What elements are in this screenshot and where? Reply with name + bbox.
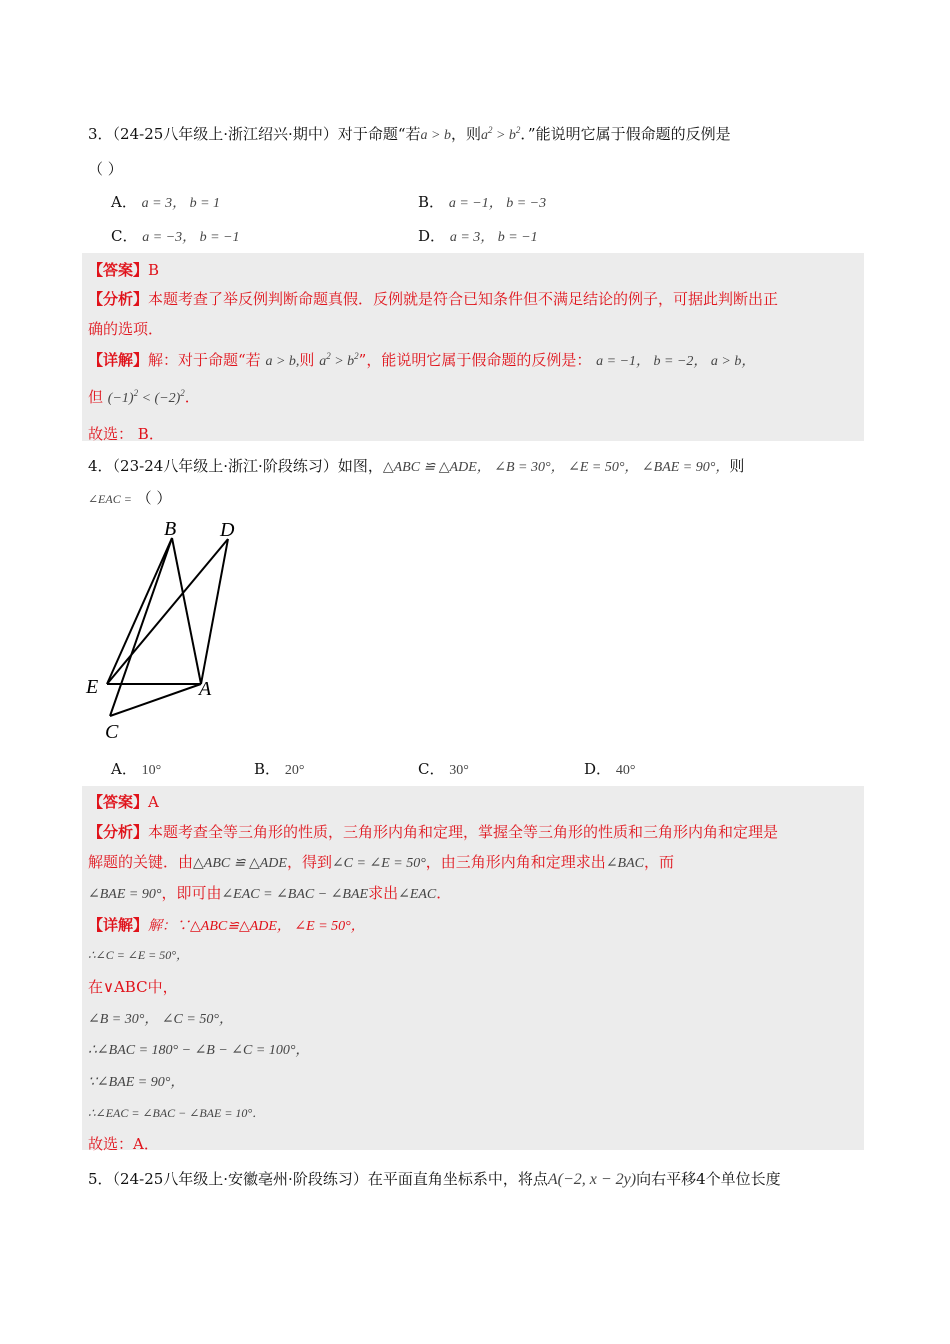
q4-analysis-line3	[88, 882, 451, 903]
analysis-text: ，得到	[286, 853, 332, 871]
option-label: D．	[584, 760, 612, 778]
analysis-math: ∠EAC = ∠BAC − ∠BAE	[221, 887, 369, 902]
option-label: A．	[111, 760, 137, 778]
q4-analysis-line1	[88, 821, 778, 842]
q5-stem-math: A(−2, x − 2y)	[547, 1171, 637, 1188]
line-AC	[110, 684, 201, 716]
option-label: B．	[418, 193, 445, 211]
line-BE	[107, 538, 172, 684]
q4-paren: （ ）	[136, 489, 172, 507]
answer-value: A	[148, 793, 159, 811]
detail-math: ∴∠C = ∠E = 50°，	[88, 948, 189, 962]
q4-stem-math: ∠EAC =	[88, 492, 132, 506]
label-C: C	[105, 721, 119, 743]
option-label: B．	[254, 760, 281, 778]
exponent: 2	[354, 351, 359, 361]
analysis-math: ∠C = ∠E = 50°	[331, 856, 426, 871]
option-label: C．	[111, 227, 138, 245]
q3-solution-box	[82, 253, 864, 441]
analysis-text: ，由三角形内角和定理求出	[425, 853, 606, 871]
analysis-math: ∠EAC	[398, 887, 437, 902]
choose-value: A．	[133, 1135, 159, 1153]
detail-math: < (−2)	[138, 391, 181, 406]
detail-math: ∠B = 30°， ∠C = 50°，	[88, 1012, 233, 1027]
q3-option-b[interactable]	[418, 191, 546, 212]
q4-detail-line1	[88, 914, 365, 935]
q3-option-d[interactable]	[418, 225, 538, 246]
label-E: E	[86, 676, 99, 698]
q3-stem-text: ，则	[450, 125, 481, 143]
q4-detail-line2	[88, 945, 188, 963]
option-label: A．	[111, 193, 137, 211]
detail-math: a = −1， b = −2， a > b，	[596, 354, 756, 369]
q5-stem-text: 在平面直角坐标系中，将点	[367, 1170, 548, 1188]
q4-stem-text: 如图，	[337, 457, 383, 475]
detail-math: a	[319, 354, 327, 369]
detail-tag: 【详解】	[88, 351, 149, 369]
q4-answer	[88, 791, 159, 812]
detail-math: ∴∠EAC = ∠BAC − ∠BAE = 10°．	[88, 1106, 265, 1120]
q5-stem-text: 向右平移4个单位长度	[636, 1170, 781, 1188]
q3-option-a[interactable]	[111, 191, 220, 212]
q4-detail-line6	[88, 1071, 184, 1091]
q5-stem	[88, 1168, 781, 1189]
exponent: 2	[487, 125, 493, 135]
q3-stem	[88, 123, 731, 144]
label-B: B	[164, 518, 177, 540]
option-value: 30°	[449, 763, 469, 778]
q4-option-a[interactable]	[111, 758, 161, 779]
q4-figure	[80, 512, 255, 747]
exponent: 2	[326, 351, 331, 361]
line-DA	[201, 539, 228, 684]
detail-math: a > b,	[265, 354, 300, 369]
q3-conclusion: > b	[492, 128, 516, 143]
analysis-tag: 【分析】	[88, 823, 149, 841]
detail-text: ”，能说明它属于假命题的反例是：	[358, 351, 592, 369]
detail-text: 但	[88, 388, 104, 406]
line-DE	[107, 539, 228, 684]
line-BA	[172, 538, 201, 684]
detail-tag: 【详解】	[88, 916, 149, 934]
q3-answer	[88, 259, 159, 280]
exponent: 2	[133, 388, 139, 398]
q4-detail-line7	[88, 1103, 264, 1121]
q3-detail-line1	[88, 349, 755, 370]
q4-analysis-line2	[88, 851, 674, 872]
option-value: a = −1， b = −3	[448, 196, 547, 211]
detail-text: 则	[299, 351, 315, 369]
q4-option-d[interactable]	[584, 758, 635, 779]
detail-text: ．	[184, 388, 200, 406]
analysis-math: △ABC ≌ △ADE	[193, 856, 287, 871]
q5-source: （24-25八年级上·安徽亳州·阶段练习）	[112, 1170, 368, 1188]
label-A: A	[199, 678, 212, 700]
q3-analysis-line1	[88, 288, 778, 309]
exponent: 2	[180, 388, 185, 398]
q3-option-c[interactable]	[111, 225, 240, 246]
q4-choose	[88, 1133, 159, 1154]
q3-detail-line2	[88, 386, 200, 407]
q4-detail-line4	[88, 1008, 233, 1028]
q4-option-c[interactable]	[418, 758, 469, 779]
option-value: 20°	[284, 763, 305, 778]
q5-number: 5．	[88, 1170, 113, 1188]
analysis-math: ∠BAC	[605, 856, 644, 871]
choose-value: B．	[137, 425, 164, 443]
detail-math: > b	[330, 354, 355, 369]
q3-choose	[88, 423, 164, 444]
q4-stem-math: △ABC ≌ △ADE， ∠B = 30°， ∠E = 50°， ∠BAE = 90°，	[382, 460, 730, 475]
q3-analysis-line2: 确的选项．	[88, 320, 164, 338]
analysis-text: ，即可由	[161, 884, 222, 902]
label-D: D	[220, 519, 235, 541]
detail-math: ∵∠BAE = 90°，	[88, 1075, 185, 1090]
detail-math: 解：∵△ABC≌△ADE， ∠E = 50°，	[148, 919, 365, 934]
q3-stem-text: 对于命题“若	[337, 125, 421, 143]
q4-stem-text: 则	[729, 457, 745, 475]
q3-paren: （ ）	[88, 160, 123, 178]
analysis-text: 本题考查全等三角形的性质，三角形内角和定理，掌握全等三角形的性质和三角形内角和定理是	[148, 823, 779, 841]
analysis-math: ∠BAE = 90°	[88, 887, 162, 902]
line-CB	[110, 538, 172, 716]
option-value: a = −3， b = −1	[142, 230, 240, 245]
answer-tag: 【答案】	[88, 793, 149, 811]
analysis-tag: 【分析】	[88, 290, 149, 308]
answer-tag: 【答案】	[88, 261, 149, 279]
option-value: 40°	[615, 763, 636, 778]
q4-option-b[interactable]	[254, 758, 304, 779]
option-label: D．	[418, 227, 446, 245]
q4-detail-line3: 在∨ABC中，	[88, 978, 178, 996]
q4-stem	[88, 455, 744, 476]
choose-tag: 故选：	[88, 1135, 134, 1153]
analysis-text: 本题考查了举反例判断命题真假．反例就是符合已知条件但不满足结论的例子，可据此判断出正	[148, 290, 779, 308]
option-label: C．	[418, 760, 445, 778]
analysis-text: 解题的关键．由	[88, 853, 194, 871]
analysis-text: 求出	[368, 884, 399, 902]
analysis-text: ．	[436, 884, 452, 902]
q4-detail-line5	[88, 1039, 309, 1059]
q3-stem-text: ．”能说明它属于假命题的反例是	[520, 125, 731, 143]
option-value: a = 3， b = −1	[449, 230, 538, 245]
q3-condition: a > b	[420, 128, 451, 143]
option-value: a = 3， b = 1	[141, 196, 221, 211]
exponent: 2	[515, 125, 521, 135]
q4-number: 4．	[88, 457, 113, 475]
q3-number: 3．	[88, 125, 113, 143]
q3-conclusion: a	[480, 128, 488, 143]
analysis-text: ，而	[643, 853, 674, 871]
detail-math: (−1)	[107, 391, 134, 406]
option-value: 10°	[141, 763, 162, 778]
detail-math: ∴∠BAC = 180° − ∠B − ∠C = 100°，	[88, 1043, 310, 1058]
choose-tag: 故选：	[88, 425, 134, 443]
q4-source: （23-24八年级上·浙江·阶段练习）	[112, 457, 338, 475]
detail-text: 解：对于命题“若	[148, 351, 261, 369]
q3-source: （24-25八年级上·浙江绍兴·期中）	[112, 125, 338, 143]
answer-value: B	[148, 261, 160, 279]
q4-stem-line2	[88, 487, 171, 508]
